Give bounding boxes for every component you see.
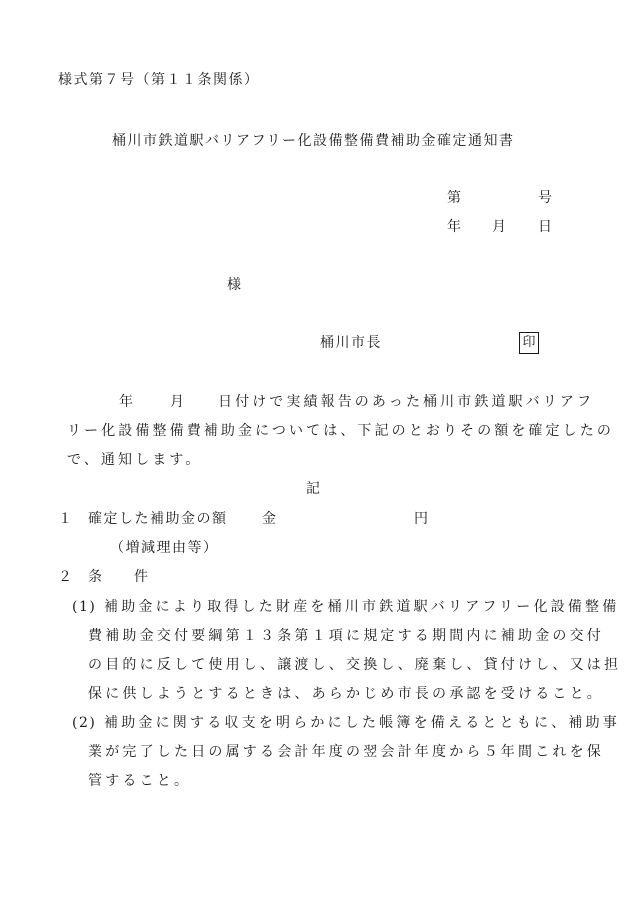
condition-2-number: (2) bbox=[72, 715, 97, 731]
seal-stamp: 印 bbox=[519, 332, 539, 354]
item-1-number: １ bbox=[58, 511, 74, 527]
condition-1-line-2: 費補助金交付要綱第１３条第１項に規定する期間内に補助金の交付 bbox=[88, 628, 604, 644]
issuer-name: 桶川市長 bbox=[320, 335, 382, 351]
body-line-1: 日付けで実績報告のあった桶川市鉄道駅バリアフ bbox=[218, 394, 595, 410]
item-2-label-a: 条 bbox=[88, 569, 104, 585]
doc-number-prefix: 第 bbox=[447, 190, 463, 206]
document-title: 桶川市鉄道駅バリアフリー化設備整備費補助金確定通知書 bbox=[112, 133, 515, 149]
condition-1-line-3: の目的に反して使用し、譲渡し、交換し、廃棄し、貸付けし、又は担 bbox=[88, 657, 622, 673]
item-2-label-b: 件 bbox=[134, 569, 150, 585]
body-line-1-year: 年 bbox=[119, 394, 135, 410]
condition-1-line-1: 補助金により取得した財産を桶川市鉄道駅バリアフリー化設備整備 bbox=[104, 599, 620, 615]
body-line-2: リー化設備整備費補助金については、下記のとおりその額を確定したの bbox=[67, 423, 614, 439]
doc-number-suffix: 号 bbox=[538, 190, 554, 206]
condition-2-line-2: 業が完了した日の属する会計年度の翌会計年度から５年間これを保 bbox=[88, 744, 604, 760]
body-line-1-month: 月 bbox=[170, 394, 186, 410]
condition-1-line-4: 保に供しようとするときは、あらかじめ市長の承認を受けること。 bbox=[88, 686, 604, 702]
date-year: 年 bbox=[447, 219, 463, 235]
item-1-label: 確定した補助金の額 bbox=[88, 511, 228, 527]
item-1-kin: 金 bbox=[262, 511, 278, 527]
condition-2-line-3: 管すること。 bbox=[88, 773, 192, 789]
item-1-yen: 円 bbox=[414, 511, 430, 527]
form-number: 様式第７号（第１１条関係） bbox=[58, 72, 260, 88]
ki-heading: 記 bbox=[306, 481, 322, 497]
item-1-reason: （増減理由等） bbox=[110, 540, 219, 556]
item-2-number: ２ bbox=[58, 569, 74, 585]
date-day: 日 bbox=[538, 219, 554, 235]
date-month: 月 bbox=[492, 219, 508, 235]
body-line-3: で、通知します。 bbox=[67, 452, 203, 468]
condition-2-line-1: 補助金に関する収支を明らかにした帳簿を備えるとともに、補助事 bbox=[104, 715, 620, 731]
condition-1-number: (1) bbox=[72, 599, 97, 615]
addressee-suffix: 様 bbox=[227, 277, 243, 293]
